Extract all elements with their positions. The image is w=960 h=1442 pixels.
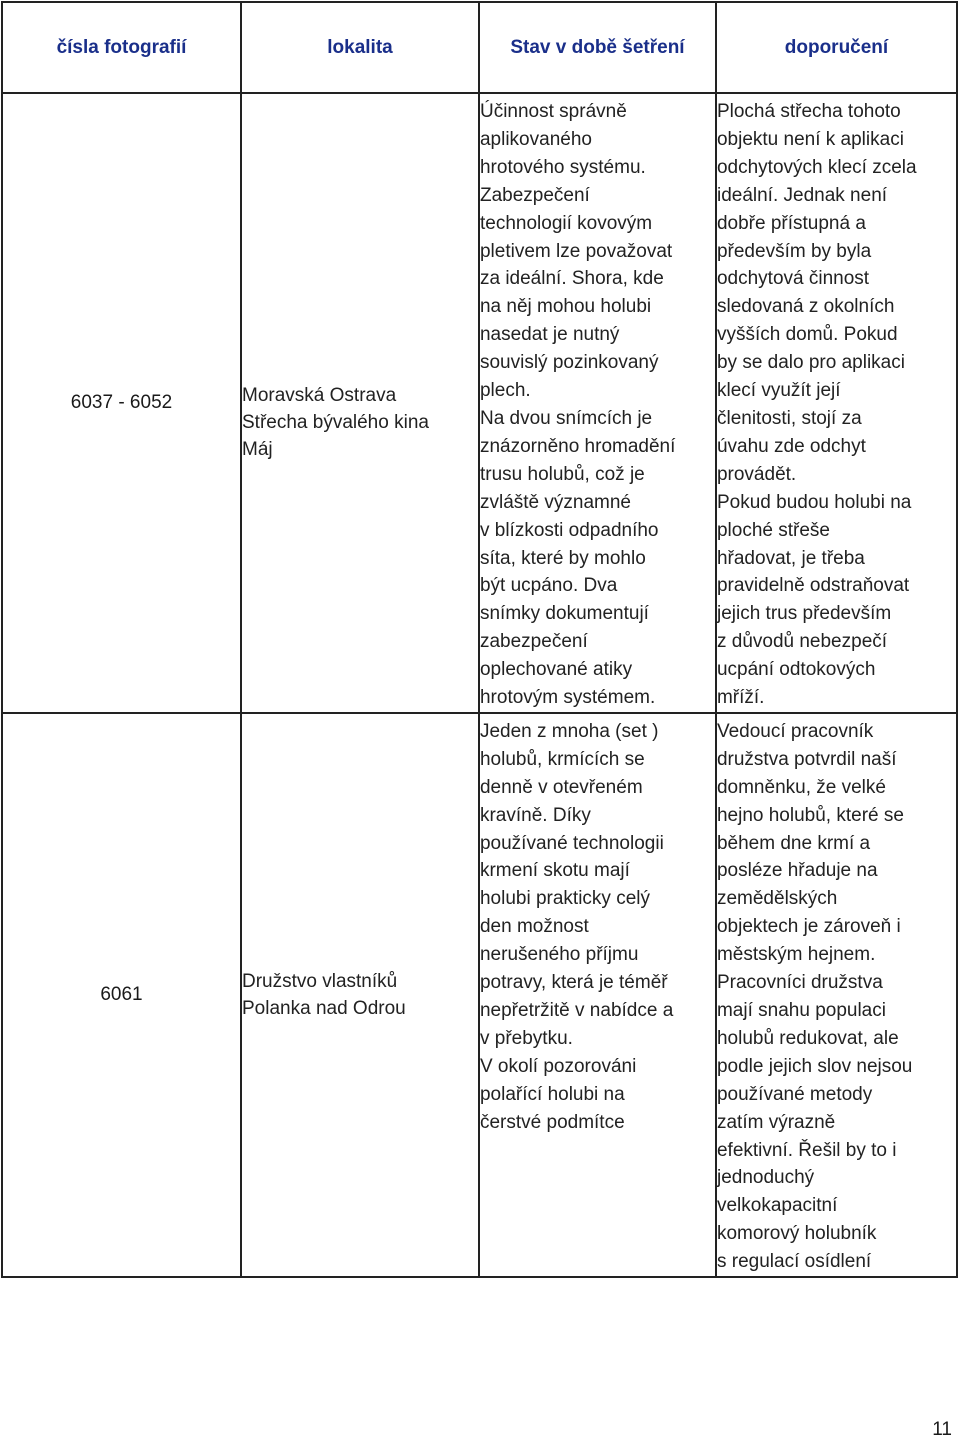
text-line: oplechované atiky bbox=[479, 659, 633, 681]
text-line: Plochá střecha tohoto bbox=[716, 101, 901, 122]
text-line: krmení skotu mají bbox=[479, 860, 630, 882]
text-line: pletivem lze považovat bbox=[479, 240, 673, 262]
text-line: klecí využít její bbox=[716, 380, 841, 402]
text-line: z důvodů nebezpečí bbox=[716, 631, 888, 653]
text-line: posléze hřaduje na bbox=[716, 860, 878, 882]
text-line: Družstvo vlastníků bbox=[242, 971, 398, 992]
recommendation-cell bbox=[716, 93, 957, 713]
text-line: sledovaná z okolních bbox=[716, 296, 895, 318]
text-line: kravíně. Díky bbox=[479, 804, 591, 826]
text-line: čerstvé podmítce bbox=[479, 1111, 625, 1133]
text-line: velkokapacitní bbox=[716, 1195, 838, 1217]
survey-table bbox=[1, 1, 958, 1278]
table-row bbox=[2, 93, 957, 713]
text-line: polařící holubi na bbox=[479, 1083, 625, 1105]
text-line: městským hejnem. bbox=[716, 944, 876, 966]
text-line: Pokud budou holubi na bbox=[716, 491, 912, 513]
text-line: hřadovat, je třeba bbox=[716, 547, 865, 569]
text-line: objektu není k aplikaci bbox=[716, 128, 904, 150]
text-line: nepřetržitě v nabídce a bbox=[479, 1000, 674, 1021]
text-line: efektivní. Řešil by to i bbox=[716, 1139, 897, 1161]
text-line: denně v otevřeném bbox=[479, 776, 643, 798]
text-line: souvislý pozinkovaný bbox=[479, 352, 659, 374]
text-line: nasedat je nutný bbox=[479, 324, 620, 346]
state-cell bbox=[479, 713, 716, 1277]
text-line: družstva potvrdil naší bbox=[716, 748, 897, 770]
location-cell bbox=[241, 93, 479, 713]
text-line: hejno holubů, které se bbox=[716, 804, 904, 826]
text-line: by se dalo pro aplikaci bbox=[716, 352, 905, 374]
text-line: jejich trus především bbox=[716, 603, 892, 625]
text-line: používané technologii bbox=[479, 832, 664, 854]
text-line: podle jejich slov nejsou bbox=[716, 1055, 913, 1077]
text-line: provádět. bbox=[716, 463, 797, 485]
text-line: odchytových klecí zcela bbox=[716, 156, 917, 178]
text-line: holubi prakticky celý bbox=[479, 888, 651, 910]
text-line: mříží. bbox=[716, 687, 765, 709]
text-line: snímky dokumentují bbox=[479, 603, 649, 625]
text-line: holubů redukovat, ale bbox=[716, 1027, 899, 1049]
text-line: s regulací osídlení bbox=[716, 1251, 872, 1273]
text-line: Moravská Ostrava bbox=[242, 385, 397, 407]
text-line: zemědělských bbox=[716, 888, 838, 910]
text-line: Zabezpečení bbox=[479, 184, 590, 206]
text-line: především by byla bbox=[716, 240, 872, 262]
text-line: pravidelně odstraňovat bbox=[716, 575, 910, 597]
text-line: znázorněno hromadění bbox=[479, 435, 676, 457]
state-cell bbox=[479, 93, 716, 713]
page-number: 11 bbox=[932, 1419, 952, 1440]
text-line: Polanka nad Odrou bbox=[242, 998, 406, 1019]
text-line: komorový holubník bbox=[716, 1223, 877, 1245]
text-line: síta, které by mohlo bbox=[479, 547, 646, 569]
text-line: v blízkosti odpadního bbox=[479, 519, 659, 541]
text-line: Na dvou snímcích je bbox=[479, 407, 653, 429]
table-header-row bbox=[2, 2, 957, 93]
header-location: lokalita bbox=[241, 2, 479, 93]
text-line: zvláště významné bbox=[479, 491, 631, 513]
text-line: mají snahu populaci bbox=[716, 1000, 886, 1021]
header-photo-numbers: čísla fotografií bbox=[2, 2, 241, 93]
text-line: v přebytku. bbox=[479, 1027, 573, 1049]
text-line: nerušeného příjmu bbox=[479, 944, 639, 966]
text-line: trusu holubů, což je bbox=[479, 463, 645, 485]
recommendation-cell bbox=[716, 713, 957, 1277]
text-line: potravy, která je téměř bbox=[479, 972, 668, 994]
text-line: den možnost bbox=[479, 916, 589, 938]
text-line: hrotovým systémem. bbox=[479, 687, 656, 709]
table-row bbox=[2, 713, 957, 1277]
text-line: Účinnost správně bbox=[479, 101, 627, 122]
text-line: Pracovníci družstva bbox=[716, 972, 883, 994]
text-line: jednoduchý bbox=[716, 1167, 815, 1189]
text-line: Jeden z mnoha (set ) bbox=[479, 720, 659, 742]
text-line: technologií kovovým bbox=[479, 212, 653, 234]
text-line: zatím výrazně bbox=[716, 1111, 836, 1133]
text-line: členitosti, stojí za bbox=[716, 407, 862, 429]
text-line: holubů, krmících se bbox=[479, 748, 645, 770]
text-line: za ideální. Shora, kde bbox=[479, 268, 664, 290]
header-recommendation: doporučení bbox=[716, 2, 957, 93]
text-line: být ucpáno. Dva bbox=[479, 575, 618, 597]
text-line: vyšších domů. Pokud bbox=[716, 324, 898, 346]
text-line: úvahu zde odchyt bbox=[716, 435, 866, 457]
text-line: domněnku, že velké bbox=[716, 776, 886, 798]
text-line: ucpání odtokových bbox=[716, 659, 876, 681]
text-line: hrotového systému. bbox=[479, 156, 646, 178]
text-line: zabezpečení bbox=[479, 631, 588, 653]
text-line: Střecha bývalého kina bbox=[242, 412, 429, 434]
text-line: ideální. Jednak není bbox=[716, 184, 888, 206]
text-line: Máj bbox=[242, 439, 273, 461]
text-line: plech. bbox=[479, 380, 531, 402]
text-line: ploché střeše bbox=[716, 519, 830, 541]
text-line: odchytová činnost bbox=[716, 268, 870, 290]
text-line: na něj mohou holubi bbox=[479, 296, 652, 318]
text-line: používané metody bbox=[716, 1083, 873, 1105]
text-line: dobře přístupná a bbox=[716, 212, 866, 234]
text-line: aplikovaného bbox=[479, 128, 592, 150]
location-cell bbox=[241, 713, 479, 1277]
header-state: Stav v době šetření bbox=[479, 2, 716, 93]
text-line: během dne krmí a bbox=[716, 832, 871, 854]
photo-numbers-cell: 6061 bbox=[2, 713, 241, 1277]
text-line: Vedoucí pracovník bbox=[716, 720, 874, 742]
photo-numbers-cell: 6037 - 6052 bbox=[2, 93, 241, 713]
text-line: objektech je zároveň i bbox=[716, 916, 901, 938]
text-line: V okolí pozorováni bbox=[479, 1055, 637, 1077]
